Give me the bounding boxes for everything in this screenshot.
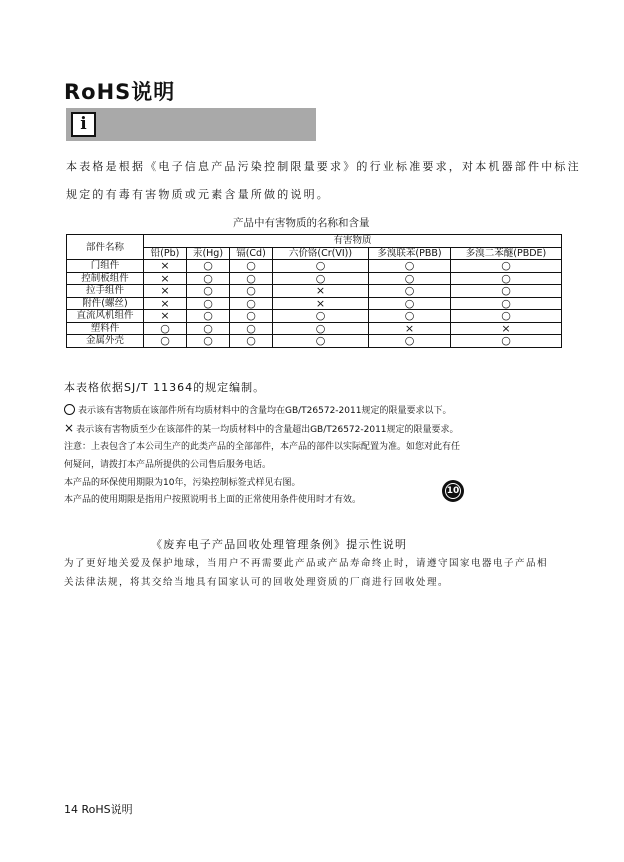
part-name-cell: 塑料件: [67, 322, 144, 335]
hazardous-substance-table: [66, 234, 562, 348]
substance-mark-cell: ○: [230, 310, 273, 323]
table-row: [67, 310, 562, 323]
substance-mark-cell: ○: [451, 310, 562, 323]
table-row: [67, 297, 562, 310]
intro-line-1: 本表格是根据《电子信息产品污染控制限量要求》的行业标准要求，对本机器部件中标注: [66, 160, 581, 173]
part-name-cell: 拉手组件: [67, 285, 144, 298]
legend-cross: [64, 421, 459, 435]
substance-mark-cell: ○: [369, 335, 451, 348]
substance-mark-cell: ○: [451, 285, 562, 298]
substance-mark-cell: ○: [273, 272, 369, 285]
column-header: 铅(Pb): [144, 247, 187, 260]
substance-mark-cell: ○: [451, 297, 562, 310]
column-header: 六价铬(Cr(VI)): [273, 247, 369, 260]
substance-mark-cell: ×: [273, 297, 369, 310]
part-name-header: 部件名称: [67, 235, 144, 260]
substance-mark-cell: ○: [369, 297, 451, 310]
substance-mark-cell: ○: [369, 260, 451, 273]
legend-cross-text: 表示该有害物质至少在该部件的某一均质材料中的含量超出GB/T26572-2011规定的限量要求。: [76, 425, 459, 435]
page-footer: 14 RoHS说明: [64, 803, 133, 816]
table-row: [67, 322, 562, 335]
table-row: [67, 335, 562, 348]
substance-mark-cell: ×: [273, 285, 369, 298]
note-line-1: 注意：上表包含了本公司生产的此类产品的全部部件，本产品的部件以实际配置为准。如您对此有任: [64, 442, 461, 452]
part-name-cell: 直流风机组件: [67, 310, 144, 323]
substance-mark-cell: ○: [230, 260, 273, 273]
info-banner: [66, 108, 316, 141]
substance-mark-cell: ○: [369, 272, 451, 285]
cross-symbol: ×: [64, 421, 75, 435]
part-name-cell: 附件(螺丝): [67, 297, 144, 310]
part-name-cell: 门组件: [67, 260, 144, 273]
substance-mark-cell: ×: [369, 322, 451, 335]
substance-mark-cell: ○: [451, 260, 562, 273]
substance-mark-cell: ○: [187, 285, 230, 298]
environment-protection-period-icon: [442, 480, 464, 502]
column-header: 汞(Hg): [187, 247, 230, 260]
substance-mark-cell: ○: [144, 335, 187, 348]
part-name-cell: 控制板组件: [67, 272, 144, 285]
substance-mark-cell: ○: [230, 322, 273, 335]
substance-mark-cell: ○: [230, 297, 273, 310]
substance-mark-cell: ○: [187, 310, 230, 323]
intro-line-2: 规定的有毒有害物质或元素含量所做的说明。: [66, 188, 330, 201]
substance-mark-cell: ○: [369, 310, 451, 323]
legend-circle-text: 表示该有害物质在该部件所有均质材料中的含量均在GB/T26572-2011规定的限量要求以下。: [78, 406, 452, 416]
substance-mark-cell: ○: [187, 335, 230, 348]
column-header: 多溴联苯(PBB): [369, 247, 451, 260]
legend-circle: [64, 403, 451, 416]
table-row: [67, 272, 562, 285]
substance-mark-cell: ○: [273, 310, 369, 323]
substance-mark-cell: ×: [144, 297, 187, 310]
substance-mark-cell: ○: [187, 297, 230, 310]
page-title: RoHS说明: [64, 80, 176, 104]
substance-mark-cell: ○: [230, 272, 273, 285]
substance-mark-cell: ○: [273, 322, 369, 335]
standard-note: 本表格依据SJ/T 11364的规定编制。: [64, 381, 266, 394]
substance-mark-cell: ○: [187, 272, 230, 285]
substance-mark-cell: ×: [144, 285, 187, 298]
substance-mark-cell: ○: [187, 322, 230, 335]
substance-mark-cell: ○: [273, 260, 369, 273]
table-row: [67, 285, 562, 298]
substance-mark-cell: ×: [144, 260, 187, 273]
epp-label: 10: [446, 486, 460, 496]
substance-mark-cell: ○: [144, 322, 187, 335]
recycle-line-2: 关法律法规，将其交给当地具有国家认可的回收处理资质的厂商进行回收处理。: [64, 577, 450, 588]
substance-mark-cell: ×: [144, 272, 187, 285]
note-line-2: 何疑问，请拨打本产品所提供的公司售后服务电话。: [64, 460, 272, 470]
substance-mark-cell: ○: [230, 285, 273, 298]
substance-mark-cell: ×: [451, 322, 562, 335]
table-caption: 产品中有害物质的名称和含量: [233, 217, 370, 229]
note-line-3: 本产品的环保使用期限为10年，污染控制标签式样见右图。: [64, 478, 301, 488]
substance-mark-cell: ○: [187, 260, 230, 273]
substance-mark-cell: ○: [273, 335, 369, 348]
info-icon: i: [71, 112, 96, 137]
recycle-line-1: 为了更好地关爱及保护地球，当用户不再需要此产品或产品寿命终止时，请遵守国家电器电子产品相: [64, 558, 549, 569]
note-line-4: 本产品的使用期限是指用户按照说明书上面的正常使用条件使用时才有效。: [64, 495, 362, 505]
circle-symbol-icon: [64, 404, 75, 415]
substance-mark-cell: ×: [144, 310, 187, 323]
part-name-cell: 金属外壳: [67, 335, 144, 348]
substance-mark-cell: ○: [230, 335, 273, 348]
substance-mark-cell: ○: [369, 285, 451, 298]
substance-mark-cell: ○: [451, 335, 562, 348]
substance-mark-cell: ○: [451, 272, 562, 285]
table-row: [67, 260, 562, 273]
column-header: 多溴二苯醚(PBDE): [451, 247, 562, 260]
substance-group-header: 有害物质: [144, 235, 562, 248]
recycle-heading: 《废弃电子产品回收处理管理条例》提示性说明: [151, 538, 408, 551]
column-header: 镉(Cd): [230, 247, 273, 260]
